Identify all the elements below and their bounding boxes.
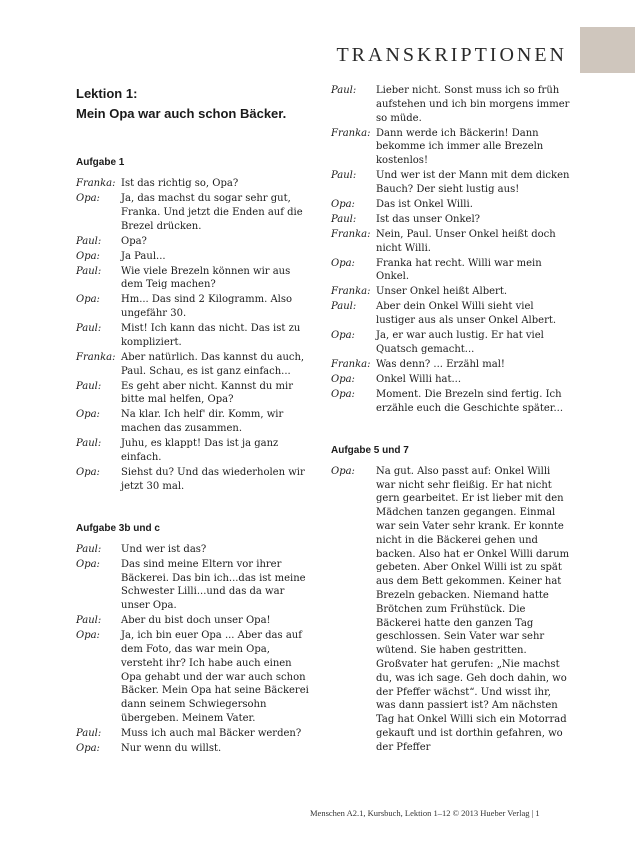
utterance-text: Ja, das machst du sogar sehr gut, Franka. Und jetzt die Enden auf die Brezel drücken. [121, 192, 303, 232]
speaker-label: Opa: [331, 388, 355, 400]
speaker-label: Opa: [331, 330, 355, 342]
utterance-text: Aber du bist doch unser Opa! [121, 615, 271, 627]
utterance-text: Siehst du? Und das wiederholen wir jetzt 30 mal. [121, 467, 305, 492]
dialogue-turn [76, 177, 314, 191]
dialogue [331, 84, 571, 416]
dialogue-turn [331, 300, 571, 328]
dialogue-turn [331, 285, 571, 299]
lesson-title [76, 84, 314, 124]
utterance-text: Nein, Paul. Unser Onkel heißt doch nicht Willi. [376, 228, 556, 254]
speaker-label: Paul: [76, 727, 102, 739]
dialogue-turn [76, 408, 314, 436]
dialogue-turn [76, 322, 314, 350]
utterance-text: Das ist Onkel Willi. [376, 198, 473, 210]
section-heading: Aufgabe 1 [76, 157, 125, 168]
lesson-number: Lektion 1: [76, 86, 138, 101]
speaker-label: Paul: [76, 323, 102, 335]
utterance-text: Aber dein Onkel Willi sieht viel lustiger aus als unser Onkel Albert. [376, 301, 557, 327]
dialogue-turn [331, 257, 571, 285]
utterance-text: Ja, ich bin euer Opa ... Aber das auf dem Foto, das war mein Opa, versteht ihr? Ich habe auch einen Opa gehabt und der war auch schon Bäcker. Mein Opa hat seine Bäckerei dann seinem Schwiegersohn übergeben. Meinem Vater. [121, 630, 309, 724]
dialogue-turn [331, 329, 571, 357]
utterance-text: Franka hat recht. Willi war mein Onkel. [376, 257, 542, 283]
dialogue [76, 177, 314, 494]
utterance-text: Ist das richtig so, Opa? [121, 178, 239, 189]
utterance-text: Wie viele Brezeln können wir aus dem Teig machen? [121, 265, 291, 291]
dialogue-turn [331, 373, 571, 387]
utterance-text: Dann werde ich Bäckerin! Dann bekomme ich immer alle Brezeln kostenlos! [376, 127, 544, 167]
speaker-label: Opa: [76, 742, 100, 754]
speaker-label: Opa: [331, 257, 355, 269]
speaker-label: Franka: [331, 286, 371, 298]
page-footer: Menschen A2.1, Kursbuch, Lektion 1–12 © 2013 Hueber Verlag | 1 [310, 808, 540, 818]
utterance-text: Aber natürlich. Das kannst du auch, Paul. Schau, es ist ganz einfach... [121, 351, 305, 377]
utterance-text: Ja, er war auch lustig. Er hat viel Quatsch gemacht... [376, 330, 544, 356]
utterance-text: Es geht aber nicht. Kannst du mir bitte mal helfen, Opa? [121, 380, 293, 406]
dialogue-turn [331, 198, 571, 212]
speaker-label: Opa: [76, 467, 100, 478]
page-title: TRANSKRIPTIONEN [336, 44, 567, 66]
utterance-text: Mist! Ich kann das nicht. Das ist zu kompliziert. [121, 323, 301, 348]
speaker-label: Opa: [76, 250, 100, 262]
dialogue-turn [331, 228, 571, 256]
left-column [76, 84, 314, 757]
speaker-label: Paul: [331, 85, 357, 96]
lesson-subtitle: Mein Opa war auch schon Bäcker. [76, 106, 287, 121]
speaker-label: Paul: [76, 615, 102, 627]
dialogue-turn [76, 742, 314, 756]
speaker-label: Franka: [76, 351, 116, 363]
dialogue-turn [76, 293, 314, 321]
speaker-label: Franka: [331, 127, 371, 139]
dialogue-turn [76, 437, 314, 465]
utterance-text: Und wer ist der Mann mit dem dicken Bauch? Der sieht lustig aus! [376, 170, 570, 195]
right-column [331, 84, 571, 756]
utterance-text: Lieber nicht. Sonst muss ich so früh aufstehen und ich bin morgens immer so müde. [376, 85, 570, 124]
dialogue-turn [76, 466, 314, 494]
utterance-text: Was denn? ... Erzähl mal! [376, 359, 505, 371]
section-heading: Aufgabe 3b und c [76, 522, 160, 534]
dialogue-turn [331, 358, 571, 372]
utterance-text: Moment. Die Brezeln sind fertig. Ich erzähle euch die Geschichte später... [376, 388, 564, 414]
dialogue-turn [76, 543, 314, 557]
speaker-label: Opa: [331, 198, 355, 210]
dialogue-turn [76, 265, 314, 293]
dialogue-turn [331, 388, 571, 416]
dialogue-turn [331, 465, 571, 755]
dialogue [76, 543, 314, 756]
utterance-text: Ja Paul... [121, 250, 166, 262]
speaker-label: Paul: [76, 380, 102, 392]
speaker-label: Paul: [76, 265, 102, 277]
utterance-text: Onkel Willi hat... [376, 374, 462, 385]
speaker-label: Opa: [76, 409, 100, 421]
section-heading: Aufgabe 5 und 7 [331, 444, 409, 456]
dialogue-turn [331, 169, 571, 197]
speaker-label: Paul: [76, 543, 102, 555]
utterance-text: Muss ich auch mal Bäcker werden? [121, 727, 302, 739]
utterance-text: Ist das unser Onkel? [376, 213, 481, 225]
dialogue-turn [76, 558, 314, 613]
utterance-text: Und wer ist das? [121, 543, 207, 555]
dialogue-turn [76, 614, 314, 628]
utterance-text: Na klar. Ich helf' dir. Komm, wir machen das zusammen. [121, 409, 284, 435]
dialogue-turn [331, 127, 571, 168]
speaker-label: Paul: [76, 438, 102, 450]
dialogue-turn [76, 250, 314, 264]
utterance-text: Opa? [121, 235, 147, 247]
dialogue-turn [76, 192, 314, 233]
dialogue [331, 465, 571, 755]
dialogue-turn [76, 629, 314, 726]
utterance-text: Unser Onkel heißt Albert. [376, 286, 508, 298]
utterance-text: Na gut. Also passt auf: Onkel Willi war nicht sehr fleißig. Er hat nicht gern gearbeitet. Er ist lieber mit den Mädchen tanzen gegangen. Einmal war sein Vater sehr krank. Er konnte nicht in die Bäckerei gehen und backen. Also hat er Onkel Willi darum gebeten. Aber Onkel Willi ist zu spät aus dem Bett gekommen. Keiner hat Brezeln gebacken. Niemand hatte Brötchen zum Frühstück. Die Bäckerei hatte den ganzen Tag geschlossen. Sein Vater war sehr wütend. Sie haben gestritten. Großvater hat gerufen: „Nie machst du, was ich sage. Geh doch dahin, wo der Pfeffer wächst“. Und wisst ihr, was dann passiert ist? Am nächsten Tag hat Onkel Willi sich ein Motorrad gekauft und ist dorthin gefahren, wo der Pfeffer [376, 465, 570, 753]
utterance-text: Das sind meine Eltern vor ihrer Bäckerei. Das bin ich...das ist meine Schwester Lilli...und das da war unser Opa. [121, 558, 306, 612]
speaker-label: Opa: [76, 294, 100, 306]
speaker-label: Opa: [76, 192, 100, 204]
dialogue-turn [76, 235, 314, 249]
speaker-label: Opa: [76, 558, 100, 570]
speaker-label: Opa: [76, 630, 100, 642]
dialogue-turn [76, 380, 314, 408]
speaker-label: Opa: [331, 465, 355, 477]
speaker-label: Paul: [331, 170, 357, 182]
speaker-label: Franka: [331, 228, 371, 240]
chapter-tab [580, 27, 635, 73]
speaker-label: Opa: [331, 374, 355, 385]
utterance-text: Hm... Das sind 2 Kilogramm. Also ungefähr 30. [121, 294, 293, 320]
utterance-text: Juhu, es klappt! Das ist ja ganz einfach. [121, 438, 279, 464]
dialogue-turn [331, 84, 571, 125]
utterance-text: Nur wenn du willst. [121, 742, 222, 754]
speaker-label: Franka: [76, 178, 116, 189]
speaker-label: Paul: [331, 213, 357, 225]
dialogue-turn [331, 213, 571, 227]
dialogue-turn [76, 351, 314, 379]
speaker-label: Paul: [331, 301, 357, 313]
dialogue-turn [76, 727, 314, 741]
speaker-label: Franka: [331, 359, 371, 371]
speaker-label: Paul: [76, 235, 102, 247]
